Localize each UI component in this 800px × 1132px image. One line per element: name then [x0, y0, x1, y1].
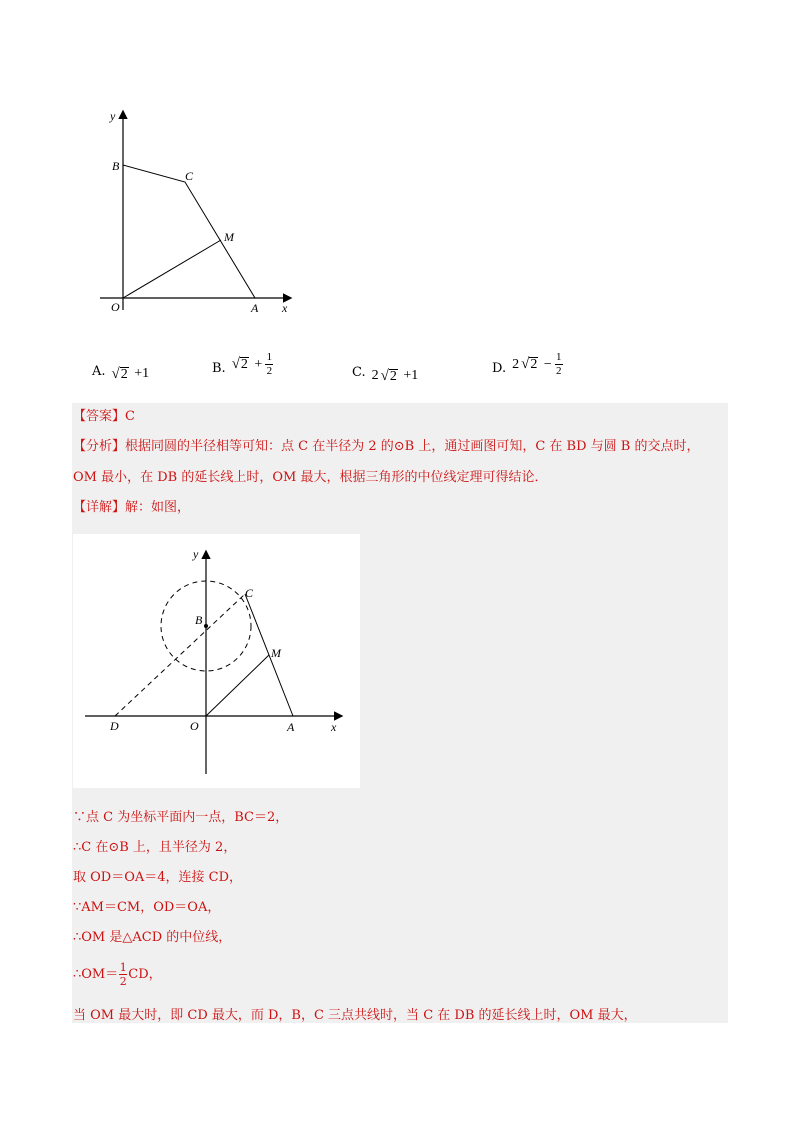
step-3: 取 OD＝OA＝4，连接 CD，	[73, 870, 243, 885]
label-M: M	[224, 230, 234, 244]
option-a-value: √ 2 +1	[111, 365, 150, 382]
option-b-letter: B.	[212, 361, 226, 376]
step-5: ∴OM 是△ACD 的中位线，	[73, 930, 232, 945]
step-4: ∵AM＝CM，OD＝OA，	[73, 900, 221, 915]
option-c[interactable]	[352, 360, 418, 384]
option-d[interactable]	[492, 351, 564, 377]
label-B: B	[112, 159, 120, 173]
label-O: O	[111, 300, 120, 314]
detail-line	[73, 498, 190, 518]
analysis-line-1	[73, 437, 699, 457]
half-num: 1	[119, 961, 127, 974]
option-b[interactable]	[212, 351, 274, 377]
label2-A: A	[287, 720, 295, 734]
option-a-letter: A.	[92, 363, 106, 379]
step-6-tail: CD，	[128, 966, 162, 982]
figure-1-diagram	[100, 100, 305, 330]
segment-OM	[123, 240, 221, 298]
figure-2-diagram	[73, 534, 360, 788]
option-a[interactable]	[92, 360, 149, 382]
label2-D: D	[110, 719, 119, 733]
answer-tag: 【答案】	[73, 409, 126, 424]
point-B	[204, 624, 208, 628]
label2-O: O	[190, 719, 199, 733]
answer-line	[73, 407, 135, 427]
step-2: ∴C 在⊙B 上，且半径为 2，	[73, 840, 237, 855]
segment-OM-2	[206, 655, 269, 716]
label-C: C	[185, 169, 194, 183]
analysis-line-2	[73, 468, 547, 488]
option-c-letter: C.	[352, 364, 366, 380]
analysis-text-2: OM 最小，在 DB 的延长线上时，OM 最大，根据三角形的中位线定理可得结论．	[73, 470, 548, 485]
option-b-value: √ 2 + $\frac{1}{2}$	[231, 351, 273, 377]
polyline-BCA	[123, 165, 255, 298]
label-x: x	[282, 301, 288, 315]
label2-C: C	[245, 586, 254, 600]
half-den: 2	[119, 975, 127, 988]
step-6	[73, 962, 162, 987]
step-7: 当 OM 最大时，即 CD 最大，而 D，B，C 三点共线时，当 C 在 DB 的延长线上时，OM 最大，	[73, 1008, 637, 1023]
step-6-lead: ∴OM＝	[73, 966, 119, 982]
analysis-tag: 【分析】	[73, 439, 126, 454]
one-half-fraction	[119, 962, 127, 987]
label2-B: B	[195, 613, 203, 627]
label-y: y	[110, 109, 116, 123]
analysis-text-1: 根据同圆的半径相等可知：点 C 在半径为 2 的⊙B 上，通过画图可知，C 在 BD 与圆 B 的交点时，	[125, 439, 700, 454]
label2-y: y	[193, 547, 199, 561]
label2-M: M	[271, 646, 281, 660]
label-A: A	[251, 301, 259, 315]
detail-tag: 【详解】	[73, 500, 126, 515]
option-d-value: 2 √ 2 − $\frac{1}{2}$	[512, 351, 562, 377]
option-c-value: 2 √ 2 +1	[371, 367, 419, 384]
detail-text: 解：如图，	[125, 500, 191, 515]
option-d-letter: D.	[492, 361, 507, 376]
label2-x: x	[331, 720, 337, 734]
answer-value: C	[125, 409, 135, 424]
step-1: ∵点 C 为坐标平面内一点，BC＝2，	[73, 810, 289, 825]
